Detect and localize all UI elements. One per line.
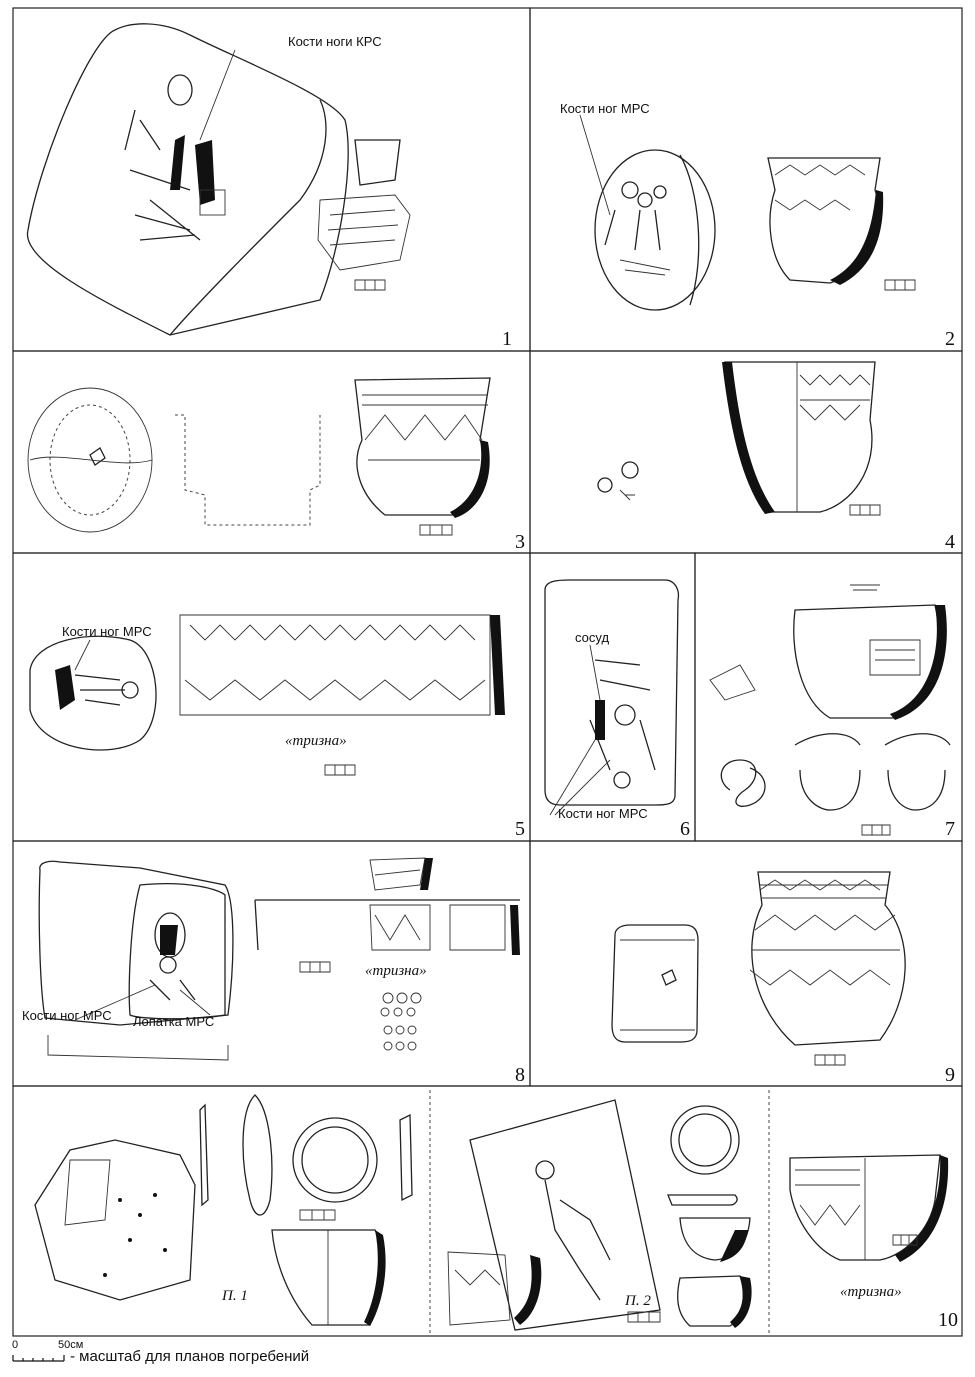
panel-number-4: 4	[945, 531, 955, 553]
label-sheep-leg-bones-5: Кости ног МРС	[62, 624, 152, 639]
ring-drawing-p2	[671, 1106, 739, 1174]
panel-7	[710, 585, 955, 840]
panel-5	[30, 615, 525, 840]
panel-10	[35, 1095, 958, 1331]
panel-3	[28, 378, 525, 553]
skeleton-drawing-1	[125, 75, 225, 240]
panel-number-1: 1	[502, 328, 512, 350]
skeleton-drawing-p2	[536, 1161, 610, 1300]
panel-number-3: 3	[515, 531, 525, 553]
panel-number-10: 10	[938, 1309, 958, 1331]
scale-zero: 0	[12, 1339, 19, 1351]
panel-number-5: 5	[515, 818, 525, 840]
burial-dots-drawing	[103, 1193, 167, 1277]
panel-2	[560, 101, 955, 350]
panel-number-7: 7	[945, 818, 955, 840]
panel-number-8: 8	[515, 1064, 525, 1086]
panel-frames	[13, 8, 962, 1336]
panel-1	[27, 24, 512, 350]
label-vessel: сосуд	[575, 630, 610, 645]
vessel-drawing-4	[725, 362, 875, 512]
scale-caption: - масштаб для планов погребений	[70, 1348, 310, 1365]
panel-number-9: 9	[945, 1064, 955, 1086]
vessel-drawing-3	[355, 378, 490, 515]
label-sheep-leg-bones-6: Кости ног МРС	[558, 806, 648, 821]
skeleton-drawing-6	[590, 660, 655, 788]
label-p2: П. 2	[625, 1293, 651, 1309]
blade-drawing	[243, 1095, 272, 1215]
bracelet-drawing-2	[885, 734, 950, 745]
label-p1: П. 1	[222, 1288, 248, 1304]
skeleton-drawing-5	[55, 665, 138, 710]
bracelet-drawing-1	[795, 734, 860, 745]
scale-bar-graphic	[12, 1351, 72, 1365]
label-sheep-leg-bones-8: Кости ног МРС	[22, 1008, 112, 1023]
scale-length: 50см	[58, 1339, 84, 1351]
label-cattle-leg-bones: Кости ноги КРС	[288, 34, 382, 49]
skeleton-drawing-8	[150, 913, 195, 1000]
beads-drawing	[381, 993, 421, 1050]
panel-number-6: 6	[680, 818, 690, 840]
panel-6	[545, 580, 690, 840]
scale-bar	[8, 1340, 408, 1370]
panel-number-2: 2	[945, 328, 955, 350]
panel-8	[22, 858, 525, 1086]
vessel-drawing-1	[355, 140, 400, 185]
label-sheep-shoulder-blade: Лопатка МРС	[133, 1014, 215, 1029]
label-trizna-8: «тризна»	[365, 963, 427, 979]
panel-4	[598, 362, 955, 553]
label-trizna-5: «тризна»	[285, 733, 347, 749]
ring-drawing-p1	[293, 1118, 377, 1202]
panel-9	[612, 872, 955, 1086]
label-sheep-leg-bones: Кости ног МРС	[560, 101, 650, 116]
label-trizna-10: «тризна»	[840, 1284, 902, 1300]
vessel-drawing-p1	[272, 1230, 380, 1325]
skeleton-drawing-2	[605, 182, 670, 275]
